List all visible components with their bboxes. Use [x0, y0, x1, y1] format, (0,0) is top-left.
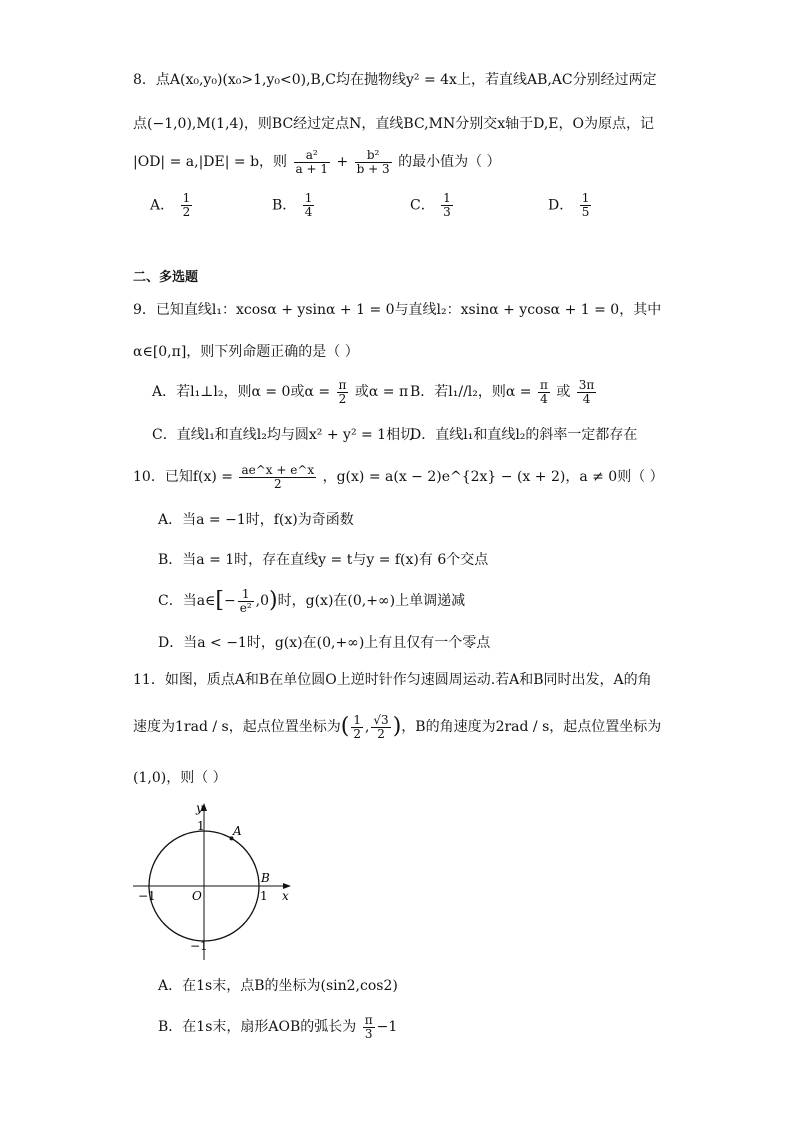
q9-option-b: [410, 378, 598, 406]
y-tick-minus-1-label: −1: [190, 939, 208, 953]
q9-option-a-fraction: [337, 379, 349, 406]
q11-option-b-suffix: −1: [376, 1019, 398, 1035]
q8-option-b-denominator: 4: [304, 205, 313, 219]
q11-coord-numerator-2: √3: [373, 712, 389, 727]
q10-option-c-denominator: e²: [239, 600, 252, 615]
q8-fraction-1-numerator: a²: [294, 149, 330, 163]
q9-option-b-mid: 或: [556, 384, 571, 400]
q8-line-2: 点(−1,0),M(1,4)，则BC经过定点N，直线BC,MN分别交x轴于D,E，O为原点，记: [133, 116, 654, 132]
q11-option-a: A．在1s末，点B的坐标为(sin2,cos2): [158, 978, 398, 994]
q10-suffix: ，g(x) = a(x − 2)e^{2x} − (x + 2)，a ≠ 0则（ ）: [322, 469, 664, 485]
q8-fraction-1-denominator: a + 1: [295, 161, 328, 176]
q10-option-c-suffix: 时，g(x)在(0,+∞)上单调递减: [277, 593, 466, 609]
q8-option-a-label: A．: [150, 197, 175, 214]
q10-option-b: B．当a = 1时，存在直线y = t与y = f(x)有 6个交点: [158, 552, 489, 568]
q11-line-1: 11．如图，质点A和B在单位圆O上逆时针作匀速圆周运动.若A和B同时出发，A的角: [133, 672, 652, 688]
q9-option-b-fraction-2: [577, 379, 597, 406]
q8-line-3: [133, 148, 501, 176]
y-axis-label: y: [196, 801, 203, 815]
q8-option-a-fraction: [181, 192, 193, 219]
unit-circle-figure: [128, 798, 298, 963]
q10-fraction: [239, 464, 316, 491]
q9-option-b-fraction-1: [538, 379, 550, 406]
q10-option-c-right-paren: ): [269, 588, 278, 613]
q10-option-c: [158, 586, 465, 616]
q11-line-3: (1,0)，则（ ）: [133, 770, 227, 786]
q9-option-c: C．直线l₁和直线l₂均与圆x² + y² = 1相切: [152, 427, 415, 443]
q9-option-a: [152, 378, 408, 406]
q8-option-c-fraction: [441, 192, 453, 219]
q10-option-c-left-bracket: [: [215, 588, 225, 613]
q8-option-d-label: D．: [548, 197, 574, 214]
q8-option-c-denominator: 3: [443, 205, 451, 219]
q9-option-b-denominator-2: 4: [582, 391, 591, 406]
q11-line-2-prefix: 速度为1rad / s，起点位置坐标为: [133, 719, 341, 735]
q9-option-a-prefix: A．若l₁⊥l₂，则α = 0或α =: [152, 384, 331, 400]
q8-option-b-fraction: [303, 192, 315, 219]
q8-option-d: [548, 192, 593, 219]
q8-fraction-1: [294, 149, 330, 176]
x-axis-label: x: [282, 889, 289, 903]
q8-option-b-numerator: 1: [304, 191, 313, 205]
q9-option-b-numerator-2: 3π: [578, 377, 595, 392]
q8-line-1: 8．点A(x₀,y₀)(x₀>1,y₀<0),B,C均在抛物线y² = 4x上，若直线AB,AC分别经过两定: [133, 72, 657, 88]
q8-fraction-2-numerator: b²: [355, 149, 392, 163]
q11-option-b: [158, 1012, 397, 1042]
point-b-label: B: [261, 871, 270, 885]
q8-option-c: [410, 192, 455, 219]
x-tick-1-label: 1: [260, 889, 268, 903]
q8-option-a: [150, 192, 194, 219]
q11-line-2-suffix: ，B的角速度为2rad / s，起点位置坐标为: [401, 719, 662, 735]
q10-option-c-zero: ,0: [255, 593, 270, 609]
q8-fraction-2-denominator: b + 3: [356, 161, 390, 176]
q10-fraction-numerator: ae^x + e^x: [241, 462, 315, 477]
q11-coord-fraction-2: [371, 714, 390, 741]
q10-fraction-denominator: 2: [273, 476, 282, 491]
q11-option-b-numerator: π: [364, 1012, 373, 1027]
q9-line-2: α∈[0,π]，则下列命题正确的是（ ）: [133, 344, 359, 360]
q10-option-c-numerator: 1: [238, 588, 254, 602]
q10-option-a: A．当a = −1时，f(x)为奇函数: [158, 512, 354, 528]
q8-line-3-suffix: 的最小值为（ ）: [398, 154, 501, 170]
q8-option-a-denominator: 2: [182, 205, 191, 219]
q11-coord-denominator-2: 2: [377, 726, 385, 741]
q8-option-c-label: C．: [410, 197, 435, 214]
x-tick-minus-1-label: −1: [138, 889, 156, 903]
q11-coord-fraction-1: [351, 714, 363, 741]
q11-option-b-fraction: [363, 1014, 375, 1041]
q10-prefix: 10．已知f(x) =: [133, 469, 233, 485]
q11-coord-denominator-1: 2: [353, 726, 361, 741]
q8-option-c-numerator: 1: [443, 191, 451, 205]
origin-label: O: [192, 889, 202, 903]
q8-option-a-numerator: 1: [182, 191, 191, 205]
q8-option-b-label: B．: [272, 197, 297, 214]
q10-option-c-fraction: [238, 588, 254, 615]
q11-coord-numerator-1: 1: [353, 712, 361, 727]
q9-option-a-numerator: π: [338, 377, 347, 392]
q9-option-b-prefix: B．若l₁//l₂，则α =: [410, 384, 532, 400]
q11-line-2: 速度为1rad / s，起点位置坐标为( $\frac{1}{2}$ , $\frac{√3}{2}$ )，B的角速度为2rad / s，起点位置坐标为: [133, 712, 662, 741]
y-tick-1-label: 1: [197, 819, 205, 833]
q9-option-d: D．直线l₁和直线l₂的斜率一定都存在: [410, 427, 638, 443]
q11-option-b-denominator: 3: [364, 1026, 373, 1041]
point-a-label: A: [233, 824, 242, 838]
q11-coord-left-paren: (: [340, 714, 350, 739]
q8-line-3-prefix: |OD| = a,|DE| = b，则: [133, 154, 288, 170]
q8-option-d-numerator: 1: [581, 191, 590, 205]
q9-option-a-suffix: 或α = π: [354, 384, 409, 400]
q9-option-a-denominator: 2: [338, 391, 347, 406]
q10-option-c-prefix: C．当a∈: [158, 593, 216, 609]
q11-option-b-prefix: B．在1s末，扇形AOB的弧长为: [158, 1019, 357, 1035]
q8-plus-sign: +: [336, 154, 349, 170]
q11-coord-right-paren: ): [392, 714, 402, 739]
q10-stem: [133, 462, 664, 492]
q8-fraction-2: [355, 149, 392, 176]
q10-option-c-minus: −: [224, 593, 236, 609]
q9-option-b-denominator-1: 4: [540, 391, 548, 406]
q8-option-d-denominator: 5: [581, 205, 590, 219]
q9-option-b-numerator-1: π: [540, 377, 548, 392]
q8-option-b: [272, 192, 316, 219]
q10-option-d: D．当a < −1时，g(x)在(0,+∞)上有且仅有一个零点: [158, 635, 491, 651]
q9-line-1: 9．已知直线l₁：xcosα + ysinα + 1 = 0与直线l₂：xsinα + ycosα + 1 = 0，其中: [133, 302, 662, 318]
q8-option-d-fraction: [580, 192, 592, 219]
section-heading-multiple-choice: 二、多选题: [133, 270, 199, 285]
